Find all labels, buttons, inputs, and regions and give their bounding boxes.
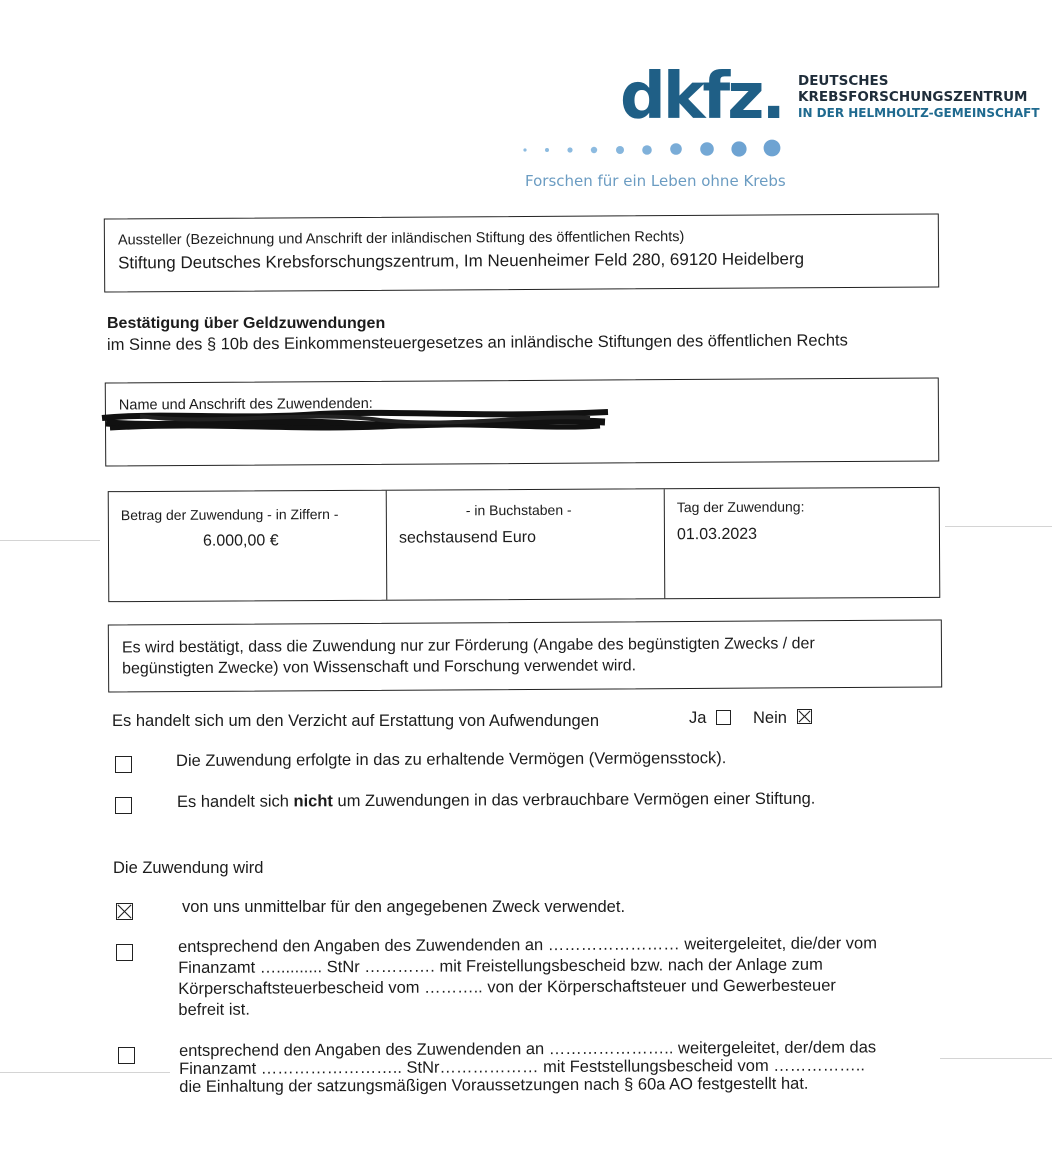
usage-option-3-line-3: die Einhaltung der satzungsmäßigen Voraussetzungen nach § 60a AO festgestellt hat. [179, 1074, 809, 1096]
org-line-1: DEUTSCHES [798, 73, 889, 89]
waiver-no-label: Nein [753, 709, 787, 727]
checked-x-icon [117, 904, 132, 919]
donation-date-value: 01.03.2023 [676, 525, 758, 544]
issuer-box [104, 213, 939, 292]
usage-option-3-line-1: entsprechend den Angaben des Zuwendenden an ………………….. weitergeleitet, der/dem das [179, 1038, 877, 1060]
scan-artifact-line [945, 526, 1052, 527]
confirmation-line-1: Es wird bestätigt, dass die Zuwendung nur zur Förderung (Angabe des begünstigten Zwecks / der [121, 635, 815, 657]
checked-x-icon [798, 710, 811, 723]
asset-option-text-2-bold: nicht [293, 792, 333, 811]
usage-option-2-line-1: entsprechend den Angaben des Zuwendenden an …………………… weitergeleitet, die/der vom [178, 934, 877, 956]
redaction-scribble [100, 406, 610, 434]
waiver-text: Es handelt sich um den Verzicht auf Erstattung von Aufwendungen [112, 712, 600, 730]
waiver-yes-checkbox[interactable] [716, 710, 731, 725]
amount-words-cell [386, 489, 666, 599]
usage-option-2-line-3: Körperschaftsteuerbescheid vom ……….. von der Körperschaftsteuer und Gewerbesteuer [178, 976, 836, 998]
usage-heading: Die Zuwendung wird [113, 859, 264, 877]
issuer-label: Aussteller (Bezeichnung und Anschrift der inländischen Stiftung des öffentlichen Rechts) [117, 229, 685, 249]
waiver-no-checkbox[interactable] [797, 709, 812, 724]
asset-option-text-2-pre: Es handelt sich [176, 792, 294, 811]
document-title: Bestätigung über Geldzuwendungen [107, 315, 386, 332]
donation-date-label: Tag der Zuwendung: [676, 498, 805, 516]
asset-option-checkbox-1[interactable] [115, 756, 132, 773]
usage-option-checkbox-3[interactable] [118, 1047, 135, 1064]
usage-option-checkbox-2[interactable] [116, 944, 133, 961]
document-subtitle: im Sinne des § 10b des Einkommensteuergesetzes an inländische Stiftungen des öffentlichen Rechts [106, 331, 848, 354]
slogan: Forschen für ein Leben ohne Krebs [525, 172, 786, 190]
usage-option-text-1: von uns unmittelbar für den angegebenen Zweck verwendet. [182, 898, 626, 916]
amount-words-value: sechstausend Euro [398, 528, 536, 547]
org-line-3: IN DER HELMHOLTZ-GEMEINSCHAFT [798, 106, 1040, 120]
scan-artifact-line [0, 1072, 170, 1073]
usage-option-2-line-4: befreit ist. [178, 1000, 250, 1019]
logo-dots-icon [520, 136, 790, 162]
waiver-yes-label: Ja [689, 709, 707, 727]
confirmation-line-2: begünstigten Zwecke) von Wissenschaft und Forschung verwendet wird. [122, 657, 637, 678]
usage-option-2-line-2: Finanzamt ….......... StNr …………. mit Freistellungsbescheid bzw. nach der Anlage zum [178, 955, 823, 977]
usage-option-checkbox-1[interactable] [116, 903, 133, 920]
asset-option-text-2-post: um Zuwendungen in das verbrauchbare Vermögen einer Stiftung. [332, 789, 816, 811]
amount-digits-value: 6.000,00 € [202, 532, 279, 550]
usage-option-text-2 [178, 933, 877, 1021]
amount-digits-label: Betrag der Zuwendung - in Ziffern - [120, 505, 339, 524]
asset-option-text-1: Die Zuwendung erfolgte in das zu erhaltende Vermögen (Vermögensstock). [175, 749, 727, 770]
amount-words-label: - in Buchstaben - [465, 501, 572, 519]
amount-digits-cell [109, 491, 388, 601]
donation-date-cell [664, 488, 940, 598]
amount-table [108, 487, 941, 602]
donor-label: Name und Anschrift des Zuwendenden: [118, 395, 373, 414]
issuer-value: Stiftung Deutsches Krebsforschungszentrum, Im Neuenheimer Feld 280, 69120 Heidelberg [117, 249, 805, 273]
scan-artifact-line [0, 540, 100, 541]
org-line-2: KREBSFORSCHUNGSZENTRUM [798, 89, 1028, 105]
usage-option-3-line-2: Finanzamt …………………….. StNr……………… mit Feststellungsbescheid vom …………….. [179, 1056, 865, 1078]
asset-option-checkbox-2[interactable] [115, 797, 132, 814]
organization-name [798, 73, 1040, 121]
confirmation-box [108, 619, 942, 692]
dkfz-logo: dkfz. [620, 60, 783, 134]
asset-option-text-2 [177, 790, 815, 812]
scan-artifact-line [940, 1058, 1052, 1059]
usage-option-text-3 [179, 1038, 876, 1096]
